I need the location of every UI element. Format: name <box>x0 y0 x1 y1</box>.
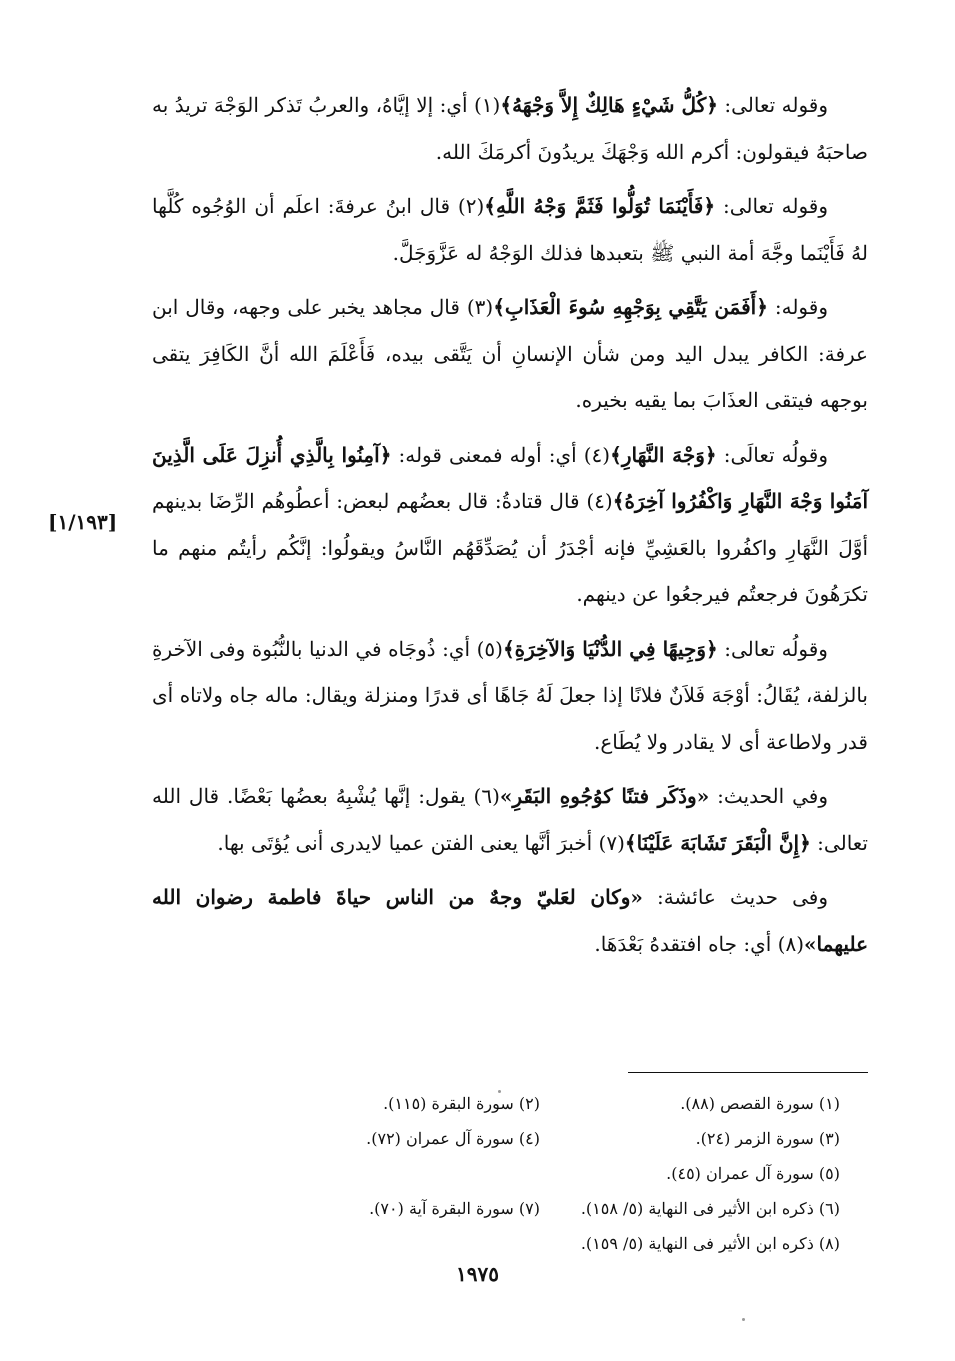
quran-quote: ﴿إِنَّ الْبَقَرَ تَشَابَهَ عَلَيْنَا﴾ <box>624 830 811 855</box>
text-run: وقوله تعالى: <box>715 194 828 218</box>
text-run: (٢) قال ابنُ عرفةَ: اعلَم أن الوُجُوه كُلَّها لهُ فَأَيْنَما وجَّهَ أمة النبي ﷺ بتعبدها فذلك الوَجْهُ له عَزَّوَجَلَّ. <box>152 194 868 265</box>
paragraph-2 <box>152 183 868 276</box>
margin-folio-reference: [١/١٩٣] <box>48 510 118 534</box>
text-run: وقولُه تعالَى: <box>716 442 828 467</box>
footnote-row <box>240 1191 840 1226</box>
scan-speck <box>742 1318 745 1321</box>
quran-quote: ﴿آمِنُوا بِالَّذِي أُنزِلَ عَلَى الَّذِينَ آمَنُوا وَجْهَ النَّهَارِ وَاكْفُرُوا آخِرَهُ﴾ <box>152 442 868 513</box>
footnote-separator <box>628 1072 868 1073</box>
text-run: (٦) يقول: إنَّها يُشْبِهُ بعضُها بَعْضًا. قال الله تعالى: <box>152 784 868 855</box>
paragraph-3 <box>152 284 868 424</box>
quran-quote: ﴿أَفَمَن يَتَّقِي بِوَجْهِهِ سُوءَ الْعَذَابِ﴾ <box>493 295 768 319</box>
footnote-row <box>240 1086 840 1121</box>
footnote <box>240 1156 540 1191</box>
quran-quote: ﴿وَجْهَ النَّهَارِ﴾ <box>610 442 717 467</box>
text-run: (٥) أي: ذُوجَاه في الدنيا بالنُّبُوة وفى الآخرةِ بالزلفة، يُقَالُ: أوْجَهَ فَلاَنٌ فلانًا إذا جعلَ لَهُ جَاهًا أى قدرًا ومنزلة ويقال: ماله جاه ولاتاه أى قدر ولاطاعة أى لا يقادر ولا يُطَاع. <box>152 636 868 754</box>
text-run: وفي الحديث: <box>709 784 828 808</box>
paragraph-1 <box>152 82 868 175</box>
footnote-row <box>240 1226 840 1261</box>
footnotes <box>240 1086 840 1261</box>
paragraph-7 <box>152 874 868 967</box>
footnote-row <box>240 1121 840 1156</box>
paragraph-5 <box>152 626 868 766</box>
paragraph-4 <box>152 432 868 618</box>
page-number: ١٩٧٥ <box>456 1262 499 1286</box>
text-run: (٧) أخبرَ أنَّها يعنى الفتن عميا لايدرى أنى يُؤتَى بها. <box>217 830 625 855</box>
footnote: (٨) ذكره ابن الأثير فى النهاية (٥/ ١٥٩). <box>580 1234 840 1253</box>
text-run: وقوله: <box>767 295 828 319</box>
scan-speck <box>498 1090 501 1093</box>
footnote: (٥) سورة آل عمران (٤٥). <box>666 1164 840 1183</box>
text-run: وفى حديث عائشة: <box>642 885 828 909</box>
footnote: (٣) سورة الزمر (٢٤). <box>695 1129 840 1148</box>
text-run: (١) أي: إلا إيَّاهُ، والعربُ تَذكر الوَجْهَ تريدُ به صاحبَهُ فيقولون: أكرم الله وَجْهَكَ يريدُونَ أكرمَكَ الله. <box>152 93 868 164</box>
footnote: (٢) سورة البقرة (١١٥). <box>383 1094 540 1113</box>
text-run: (٨) أي: جاه افتقدهُ بَعْدَهَا. <box>594 931 805 956</box>
hadith-quote: «وكان لعَليّ وجهٌ من الناس حياةَ فاطمة رضوان الله عليهما» <box>152 885 868 956</box>
text-run: (٤) قال قتادةُ: قال بعضُهم لبعض: أعطُوهُم الرِّضَا بدينهم أوَّلَ النَّهَارِ واكفُروا بالعَشِيِّ فإنه أجْدَرُ أن يُصَدِّقَهُم النَّاسُ ويقولُوا: إنَّكُم رأيتُم منهم ما تكرَهُونَ فرجعتُم فيرجعُوا عن دينهم. <box>152 489 868 606</box>
main-text <box>152 82 868 975</box>
text-run: وقولُه تعالى: <box>717 636 828 661</box>
footnote: (٤) سورة آل عمران (٧٢). <box>366 1129 540 1148</box>
footnote-row <box>240 1156 840 1191</box>
quran-quote: ﴿وَجِيهًا فِي الدُّنْيَا وَالآخِرَةِ﴾ <box>502 636 718 661</box>
hadith-quote: «وذَكَر فتنًا كوُجُوهِ البَقَرِ» <box>499 784 710 808</box>
quran-quote: ﴿فَأَيْنَمَا تُوَلُّوا فَثَمَّ وَجْهُ اللَّهِ﴾ <box>484 194 716 218</box>
paragraph-6 <box>152 773 868 866</box>
footnote <box>240 1226 540 1261</box>
quran-quote: ﴿كُلُّ شَيْءٍ هَالِكٌ إِلاَّ وَجْهَهُ﴾ <box>500 93 718 117</box>
footnote: (٧) سورة البقرة آية (٧٠). <box>369 1199 540 1218</box>
text-run: (٤) أي: أوله فمعنى قوله: <box>391 442 611 467</box>
footnote: (٦) ذكره ابن الأثير فى النهاية (٥/ ١٥٨). <box>580 1199 840 1218</box>
text-run: (٣) قال مجاهد يخبر على وجهه، وقال ابن عرفة: الكافر يبدل اليد ومن شأن الإنسانِ أن يَتَّقى بيده، فَأَعْلَمَ الله أنَّ الكَافِرَ يتقى بوجهه فيتقى العذَابَ بما يقيه بخيره. <box>152 295 868 412</box>
text-run: وقوله تعالى: <box>717 93 828 117</box>
footnote: (١) سورة القصص (٨٨). <box>680 1094 840 1113</box>
